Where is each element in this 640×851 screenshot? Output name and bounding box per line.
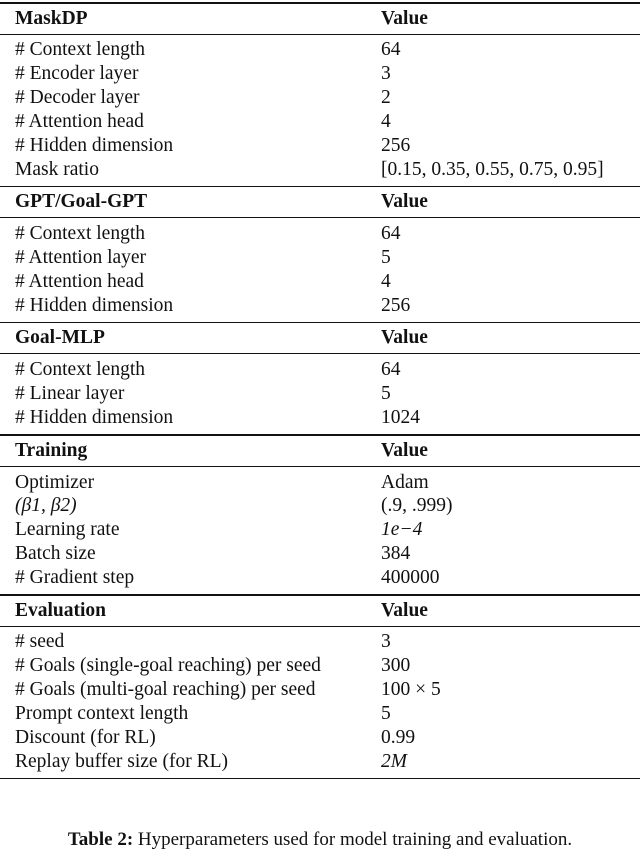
section-title: GPT/Goal-GPT	[15, 191, 148, 213]
param-value: 256	[381, 294, 411, 316]
table-row	[0, 270, 640, 294]
table-row	[0, 494, 640, 518]
param-name: # Hidden dimension	[15, 135, 174, 156]
param-value: 300	[381, 655, 411, 677]
section-header	[0, 596, 640, 626]
table-row	[0, 294, 640, 318]
param-value: 256	[381, 135, 411, 156]
param-value: 4	[381, 111, 391, 133]
param-name: # Decoder layer	[15, 87, 140, 109]
param-value: 1024	[381, 407, 420, 429]
param-value: 384	[381, 543, 411, 565]
param-name: # Attention head	[15, 111, 144, 133]
beta-param: (β1, β2)	[15, 495, 77, 517]
param-value: 3	[381, 63, 391, 85]
param-name: Learning rate	[15, 519, 120, 541]
param-name: Batch size	[15, 543, 96, 565]
table-row	[0, 750, 640, 774]
param-value: (.9, .999)	[381, 495, 453, 517]
param-name: # Encoder layer	[15, 63, 139, 85]
table-row	[0, 222, 640, 246]
param-value: Adam	[381, 471, 429, 493]
param-name: # Context length	[15, 359, 145, 381]
section-goal-mlp	[0, 323, 640, 435]
value-header: Value	[381, 191, 428, 213]
section-header	[0, 436, 640, 466]
param-value: 64	[381, 359, 401, 381]
table-row	[0, 566, 640, 590]
param-value: 5	[381, 383, 391, 405]
value-header: Value	[381, 439, 428, 461]
caption-text: Hyperparameters used for model training and evaluation.	[137, 829, 573, 850]
param-name: # Hidden dimension	[15, 407, 174, 429]
param-value: 3	[381, 631, 391, 653]
section-evaluation	[0, 596, 640, 780]
section-training	[0, 436, 640, 596]
param-name: # Context length	[15, 39, 145, 61]
table-row	[0, 382, 640, 406]
param-name	[0, 495, 366, 517]
table-row	[0, 86, 640, 110]
table-row	[0, 406, 640, 430]
param-value	[366, 519, 640, 541]
param-name: Mask ratio	[15, 158, 99, 180]
param-value: 4	[381, 271, 391, 293]
table-row	[0, 726, 640, 750]
param-name: # Goals (multi-goal reaching) per seed	[15, 679, 316, 701]
param-name: # seed	[15, 631, 65, 653]
param-name: Prompt context length	[15, 703, 189, 725]
learning-rate-value: 1e−4	[381, 519, 423, 541]
section-title: MaskDP	[15, 7, 88, 29]
table-row	[0, 246, 640, 270]
value-header: Value	[381, 599, 428, 621]
param-value: 64	[381, 223, 401, 245]
table-row	[0, 134, 640, 158]
value-header: Value	[381, 7, 428, 29]
param-name: # Attention layer	[15, 247, 147, 269]
value-header: Value	[381, 327, 428, 349]
param-value	[366, 751, 640, 773]
param-value: 0.99	[381, 727, 416, 749]
table-caption	[0, 829, 640, 851]
param-name: Replay buffer size (for RL)	[15, 750, 228, 772]
param-name: # Linear layer	[15, 383, 125, 405]
section-header	[0, 4, 640, 34]
table-row	[0, 518, 640, 542]
param-value: 400000	[381, 567, 440, 589]
table-row	[0, 678, 640, 702]
section-title: Goal-MLP	[15, 327, 105, 349]
param-name: Discount (for RL)	[15, 727, 156, 749]
section-maskdp	[0, 4, 640, 188]
table-row	[0, 110, 640, 134]
param-value: 5	[381, 703, 391, 725]
caption-label: Table 2:	[67, 829, 134, 850]
param-name: # Gradient step	[15, 567, 135, 589]
param-value: 100 × 5	[381, 679, 441, 701]
table-row	[0, 542, 640, 566]
table-row	[0, 471, 640, 495]
param-value: 2	[381, 87, 391, 109]
param-name: # Goals (single-goal reaching) per seed	[15, 655, 321, 677]
table-row	[0, 631, 640, 655]
param-name: # Attention head	[15, 271, 144, 293]
table-row	[0, 702, 640, 726]
param-name: Optimizer	[15, 471, 95, 493]
section-title: Evaluation	[15, 599, 107, 621]
table-row	[0, 62, 640, 86]
section-header	[0, 187, 640, 217]
table-row	[0, 358, 640, 382]
section-header	[0, 323, 640, 353]
table-row	[0, 158, 640, 182]
param-name: # Hidden dimension	[15, 294, 174, 316]
table-bottom-rule	[0, 778, 640, 780]
table-row	[0, 39, 640, 63]
param-value: 5	[381, 247, 391, 269]
param-value: 64	[381, 39, 401, 61]
section-title: Training	[15, 439, 88, 461]
table-row	[0, 654, 640, 678]
section-gpt	[0, 187, 640, 323]
replay-buffer-value: 2M	[381, 750, 407, 772]
param-value: [0.15, 0.35, 0.55, 0.75, 0.95]	[381, 158, 604, 180]
param-name: # Context length	[15, 223, 145, 245]
